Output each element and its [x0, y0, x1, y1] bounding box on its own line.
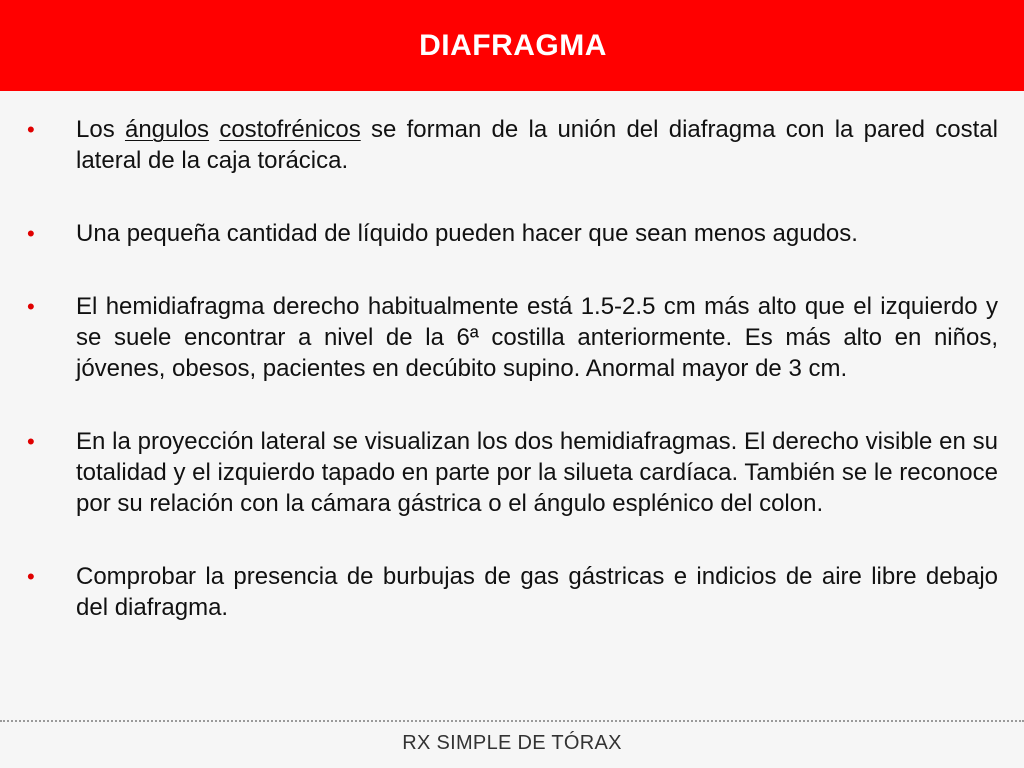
bullet-item-1	[27, 114, 998, 176]
slide-title: DIAFRAGMA	[419, 28, 607, 62]
bullet-list	[27, 114, 998, 665]
bullet-text-3: El hemidiafragma derecho habitualmente está 1.5-2.5 cm más alto que el izquierdo y se suele encontrar a nivel de la 6ª costilla anteriormente. Es más alto en niños, jóvenes, obesos, pacientes en decúbito supino. Anormal mayor de 3 cm.	[76, 293, 998, 382]
bullet-text-4: En la proyección lateral se visualizan los dos hemidiafragmas. El derecho visible en su totalidad y el izquierdo tapado en parte por la silueta cardíaca. También se le reconoce por su relación con la cámara gástrica o el ángulo esplénico del colon.	[76, 428, 998, 517]
bullet-1-post: se forman de la unión del diafragma con la pared costal lateral de la caja torácica.	[76, 116, 998, 174]
term-costofrenicos: costofrénicos	[219, 116, 361, 143]
bullet-text-5: Comprobar la presencia de burbujas de gas gástricas e indicios de aire libre debajo del diafragma.	[76, 563, 998, 621]
bullet-item-2	[27, 218, 998, 249]
bullet-dot-icon: •	[27, 294, 35, 319]
term-angulos: ángulos	[124, 116, 210, 143]
bullet-1-mid	[209, 116, 219, 143]
bullet-dot-icon: •	[27, 221, 35, 246]
bullet-item-5	[27, 561, 998, 623]
slide-content	[0, 91, 1024, 721]
bullet-item-4	[27, 426, 998, 519]
bullet-dot-icon: •	[27, 564, 35, 589]
footer-label: RX SIMPLE DE TÓRAX	[402, 732, 622, 754]
bullet-dot-icon: •	[27, 429, 35, 454]
bullet-dot-icon: •	[27, 117, 35, 142]
bullet-item-3	[27, 291, 998, 384]
footer-divider	[0, 720, 1024, 722]
title-bar	[0, 0, 1024, 91]
bullet-text-2: Una pequeña cantidad de líquido pueden hacer que sean menos agudos.	[76, 220, 858, 247]
bullet-text-1	[76, 114, 998, 176]
bullet-1-pre: Los	[76, 116, 125, 143]
